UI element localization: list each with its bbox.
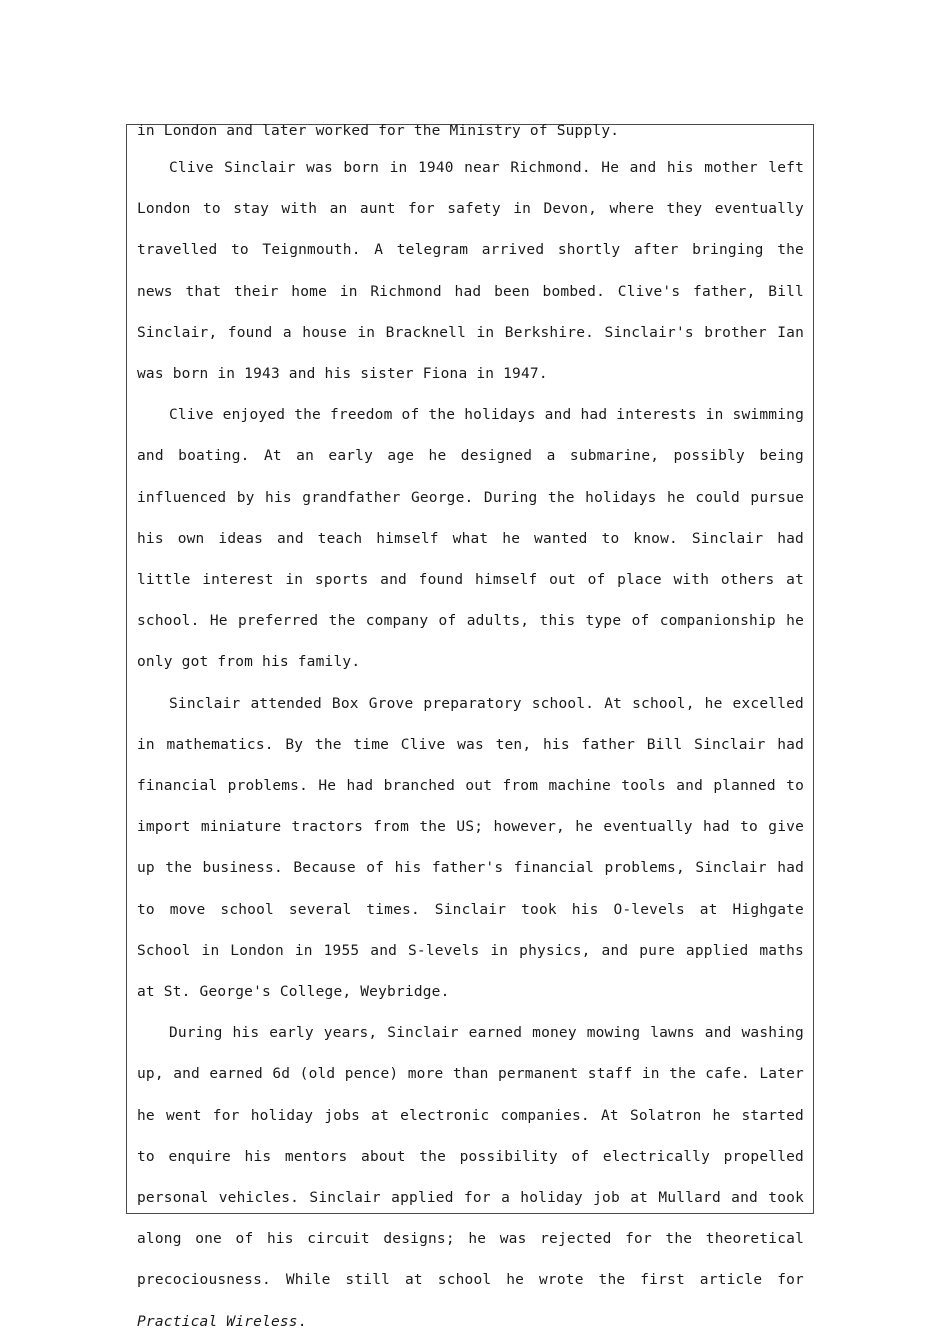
early-work-text: During his early years, Sinclair earned money mowing lawns and washing up, and earned 6d (old pence) more than permanent staff in the cafe. Later he went for holiday jobs at electronic companies. At Solatron he started to enquire his mentors about the possibility of electrically propelled personal vehicles. Sinclair applied for a holiday job at Mullard and took along one of his circuit designs; he was rejected for the theoretical precociousness. While still at school he wrote the first article for <box>137 1025 804 1289</box>
paragraph-schooling: Sinclair attended Box Grove preparatory school. At school, he excelled in mathematics. By the time Clive was ten, his father Bill Sinclair had financial problems. He had branched out from machine tools and planned to import miniature tractors from the US; however, he eventually had to give up the business. Because of his father's financial problems, Sinclair had to move school several times. Sinclair took his O-levels at Highgate School in London in 1955 and S-levels in physics, and pure applied maths at St. George's College, Weybridge. <box>137 695 804 1001</box>
publication-title: Practical Wireless <box>137 1313 298 1330</box>
paragraph-continuation: in London and later worked for the Ministry of Supply. <box>137 123 620 139</box>
paragraph-birth: Clive Sinclair was born in 1940 near Richmond. He and his mother left London to stay with an aunt for safety in Devon, where they eventually travelled to Teignmouth. A telegram arrived shortly after bringing the news that their home in Richmond had been bombed. Clive's father, Bill Sinclair, found a house in Bracknell in Berkshire. Sinclair's brother Ian was born in 1943 and his sister Fiona in 1947. <box>137 160 804 383</box>
early-work-end: . <box>297 1313 307 1330</box>
text-body <box>137 125 804 1343</box>
text-frame <box>126 123 814 1330</box>
paragraph-childhood: Clive enjoyed the freedom of the holidays and had interests in swimming and boating. At an early age he designed a submarine, possibly being influenced by his grandfather George. During the holidays he could pursue his own ideas and teach himself what he wanted to know. Sinclair had little interest in sports and found himself out of place with others at school. He preferred the company of adults, this type of companionship he only got from his family. <box>137 407 804 671</box>
paragraph-early-work <box>137 1013 804 1343</box>
